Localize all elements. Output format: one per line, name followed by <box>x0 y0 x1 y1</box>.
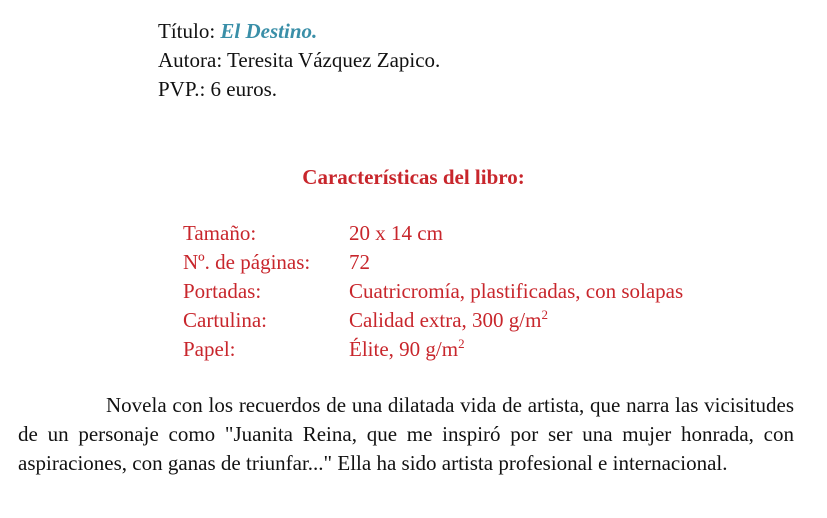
spec-value: 20 x 14 cm <box>349 221 443 245</box>
spec-label: Portadas: <box>183 279 262 303</box>
spec-value: Élite, 90 $g/m^2$ <box>349 336 465 361</box>
title-line <box>158 17 440 46</box>
spec-label: Tamaño: <box>183 221 257 245</box>
spec-row-paper <box>183 335 683 364</box>
book-description: Novela con los recuerdos de una dilatada vida de artista, que narra las vicisitudes de un personaje como "Juanita Reina, que me inspiró por ser una mujer honrada, con aspiraciones, con ganas de triunfar..." Ella ha sido artista profesional e internacional. <box>18 393 794 475</box>
spec-label: Cartulina: <box>183 308 267 332</box>
specs-table <box>183 219 683 364</box>
price-line: PVP.: 6 euros. <box>158 77 278 101</box>
book-title: El Destino. <box>220 19 318 43</box>
spec-row-cardstock <box>183 306 683 335</box>
specs-heading: Características del libro: <box>302 165 525 189</box>
author-line: Autora: Teresita Vázquez Zapico. <box>158 48 441 72</box>
spec-row-covers <box>183 277 683 306</box>
book-info <box>158 17 440 104</box>
spec-value: 72 <box>349 250 370 274</box>
title-label: Título: <box>158 19 216 43</box>
spec-label: Nº. de páginas: <box>183 250 311 274</box>
spec-row-pages <box>183 248 683 277</box>
spec-value: Cuatricromía, plastificadas, con solapas <box>349 279 684 303</box>
spec-label: Papel: <box>183 337 236 361</box>
spec-row-size <box>183 219 683 248</box>
spec-value: Calidad extra, 300 $g/m^2$ <box>349 307 548 332</box>
